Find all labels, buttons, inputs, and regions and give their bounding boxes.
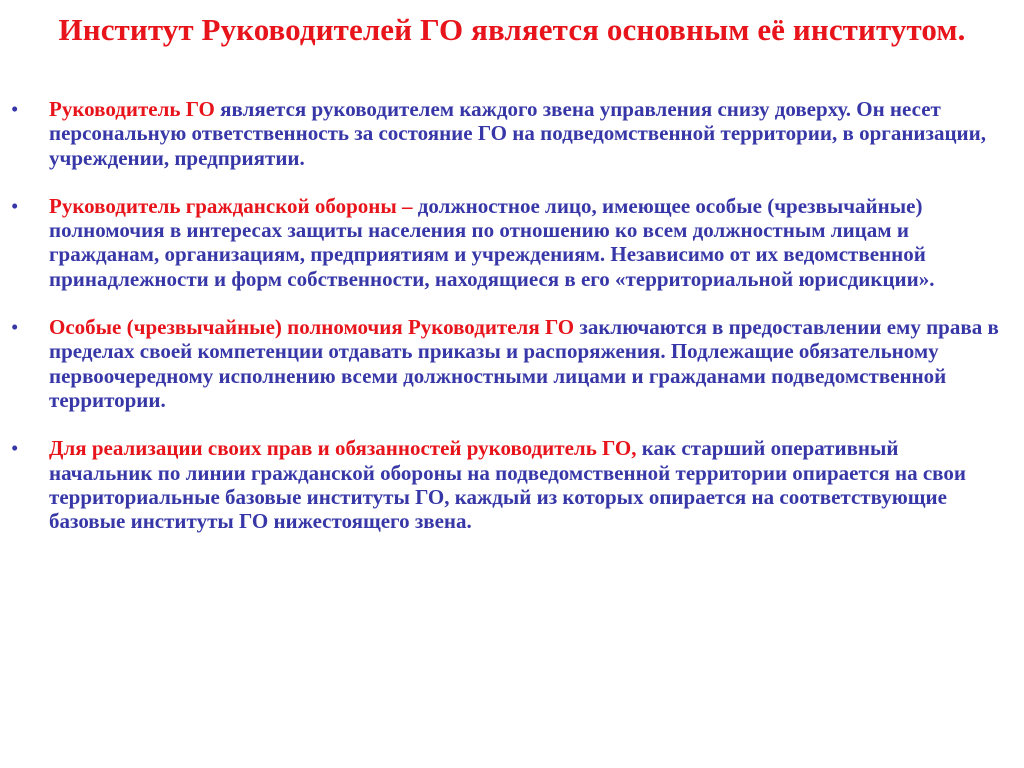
bullet-item (0, 194, 1024, 291)
bullet-text: должностное лицо, имеющее особые (чрезвычайные) полномочия в интересах защиты населения по отношению ко всем должностным лицам и гражданам, организациям, предприятиям и учреждениям. Независимо от их ведомственной принадлежности и форм собственности, находящиеся в его «территориальной юрисдикции». (49, 193, 935, 291)
bullet-item (0, 97, 1024, 170)
bullet-marker: • (11, 193, 19, 218)
bullet-marker: • (11, 436, 19, 461)
bullet-item (0, 436, 1024, 533)
bullet-lead: Для реализации своих прав и обязанностей руководитель ГО, (49, 436, 637, 461)
bullet-lead: Особые (чрезвычайные) полномочия Руководителя ГО (49, 315, 575, 340)
bullet-lead: Руководитель ГО (49, 97, 215, 121)
slide-title: Институт Руководителей ГО является основным её институтом. (58, 12, 966, 47)
bullet-text: заключаются в предоставлении ему права в пределах своей компетенции отдавать приказы и распоряжения. Подлежащие обязательному первоочередному исполнению всеми должностными лицами и гражданами подведомственной территории. (49, 315, 999, 412)
bullet-marker: • (11, 315, 19, 340)
bullet-marker: • (11, 97, 19, 121)
bullet-text: является руководителем каждого звена управления снизу доверху. Он несет персональную ответственность за состояние ГО на подведомственной территории, в организации, учреждении, предприятии. (49, 97, 987, 170)
bullet-list (0, 97, 1024, 533)
bullet-lead: Руководитель гражданской обороны – (49, 193, 413, 218)
bullet-item (0, 315, 1024, 412)
bullet-text: как старший оперативный начальник по линии гражданской обороны на подведомственной территории опирается на свои территориальные базовые институты ГО, каждый из которых опирается на соответствующие базовые институты ГО нижестоящего звена. (49, 436, 966, 534)
